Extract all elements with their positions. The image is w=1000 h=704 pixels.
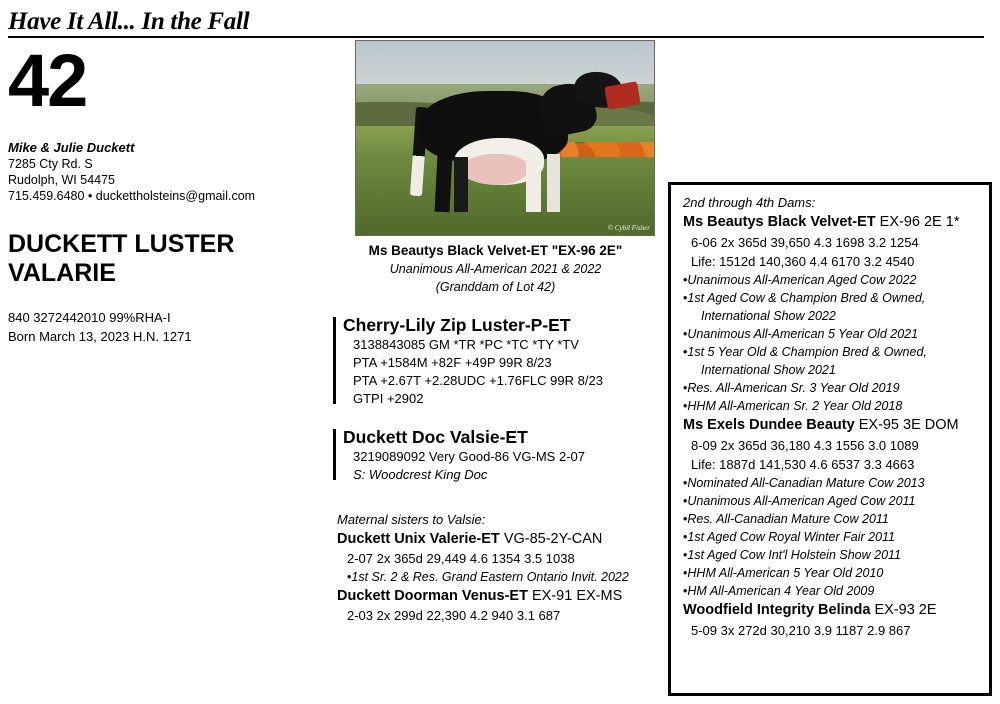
dam-2-note-7 bbox=[683, 379, 979, 397]
left-column bbox=[8, 8, 333, 346]
dam-3-note-7 bbox=[683, 582, 979, 600]
bullet-icon: • bbox=[683, 494, 688, 508]
sire-bracket bbox=[333, 317, 336, 404]
dam-sire: S: Woodcrest King Doc bbox=[353, 467, 488, 482]
animal-birthdate: Born March 13, 2023 H.N. 1271 bbox=[8, 329, 192, 344]
dam-3-note-1-text: Nominated All-Canadian Mature Cow 2013 bbox=[687, 476, 925, 490]
dam-block bbox=[333, 426, 658, 484]
maternal-sister-2 bbox=[337, 586, 658, 625]
dam-2-note-7-text: Res. All-American Sr. 3 Year Old 2019 bbox=[687, 381, 900, 395]
dam-2-note-5-text: 1st 5 Year Old & Champion Bred & Owned, bbox=[687, 345, 927, 359]
bullet-icon: • bbox=[683, 512, 688, 526]
bullet-icon: • bbox=[683, 273, 688, 287]
cow-photograph bbox=[355, 40, 655, 236]
consignor-block bbox=[8, 140, 333, 204]
sister-1-score: VG-85-2Y-CAN bbox=[503, 531, 603, 547]
sire-block bbox=[333, 314, 658, 408]
sire-line-2: PTA +1584M +82F +49P 99R 8/23 bbox=[353, 355, 552, 370]
cow-udder bbox=[463, 154, 529, 185]
photo-subcaption-relation: (Granddam of Lot 42) bbox=[435, 280, 556, 294]
photo-credit: © Cybil Fisher bbox=[607, 224, 650, 232]
dam-3-note-6-text: HHM All-American 5 Year Old 2010 bbox=[687, 566, 884, 580]
cow-rear-leg-right bbox=[454, 157, 467, 211]
dam-3-name: Ms Exels Dundee Beauty bbox=[683, 417, 855, 433]
animal-name-line-1: DUCKETT LUSTER bbox=[8, 230, 235, 258]
dam-2-note-8 bbox=[683, 397, 979, 415]
sister-2-name-row bbox=[337, 586, 658, 606]
dam-entry-2nd bbox=[683, 212, 979, 415]
cow-front-leg-right bbox=[547, 154, 560, 212]
maternal-sister-1 bbox=[337, 529, 658, 586]
sister-2-name: Duckett Doorman Venus-ET bbox=[337, 588, 528, 604]
page-title bbox=[8, 230, 333, 288]
dam-3-record-2: Life: 1887d 141,530 4.6 6537 3.3 4663 bbox=[691, 457, 915, 472]
bullet-icon: • bbox=[683, 381, 688, 395]
animal-identification bbox=[8, 308, 333, 346]
center-column bbox=[333, 40, 658, 625]
dam-2-note-6: International Show 2021 bbox=[701, 363, 836, 377]
dam-bracket bbox=[333, 429, 336, 480]
dam-3-note-1 bbox=[683, 474, 979, 492]
sister-2-record: 2-03 2x 299d 22,390 4.2 940 3.1 687 bbox=[347, 608, 561, 623]
lot-number: 42 bbox=[8, 39, 87, 122]
dam-3-note-7-text: HM All-American 4 Year Old 2009 bbox=[687, 584, 875, 598]
animal-registration: 840 3272442010 99%RHA-I bbox=[8, 310, 171, 325]
dam-2-classification: EX-96 2E 1* bbox=[879, 214, 960, 230]
dam-4-name-row bbox=[683, 600, 979, 621]
dam-2-note-2 bbox=[683, 289, 979, 307]
dam-3-note-4-text: 1st Aged Cow Royal Winter Fair 2011 bbox=[687, 530, 896, 544]
dam-2-note-2-text: 1st Aged Cow & Champion Bred & Owned, bbox=[687, 291, 926, 305]
sister-1-note-text: 1st Sr. 2 & Res. Grand Eastern Ontario Invit. 2022 bbox=[351, 570, 629, 584]
dam-3-note-5 bbox=[683, 546, 979, 564]
dam-2-name-row bbox=[683, 212, 979, 233]
dam-3-note-2 bbox=[683, 492, 979, 510]
bullet-icon: • bbox=[347, 570, 352, 584]
sister-1-record: 2-07 2x 365d 29,449 4.6 1354 3.5 1038 bbox=[347, 551, 575, 566]
sire-line-1: 3138843085 GM *TR *PC *TC *TY *TV bbox=[353, 337, 579, 352]
dam-3-note-2-text: Unanimous All-American Aged Cow 2011 bbox=[687, 494, 916, 508]
bullet-icon: • bbox=[683, 530, 688, 544]
dams-panel bbox=[668, 182, 992, 696]
bullet-icon: • bbox=[683, 327, 688, 341]
sire-line-3: PTA +2.67T +2.28UDC +1.76FLC 99R 8/23 bbox=[353, 373, 603, 388]
bullet-icon: • bbox=[683, 548, 688, 562]
consignor-contact: 715.459.6480 • duckettholsteins@gmail.com bbox=[8, 189, 256, 203]
page-headline: Have It All... In the Fall bbox=[8, 8, 250, 35]
maternal-sisters-block bbox=[333, 510, 658, 625]
cow-front-leg-left bbox=[526, 154, 541, 212]
dam-entry-3rd bbox=[683, 415, 979, 600]
dam-2-note-8-text: HHM All-American Sr. 2 Year Old 2018 bbox=[687, 399, 903, 413]
sister-1-note bbox=[337, 568, 658, 586]
sister-1-name: Duckett Unix Valerie-ET bbox=[337, 531, 500, 547]
sire-name: Cherry-Lily Zip Luster-P-ET bbox=[343, 315, 571, 335]
sister-1-name-row bbox=[337, 529, 658, 549]
bullet-icon: • bbox=[683, 399, 688, 413]
dam-3-name-row bbox=[683, 415, 979, 436]
photo-caption: Ms Beautys Black Velvet-ET "EX-96 2E" bbox=[368, 243, 623, 258]
dam-3-record-1: 8-09 2x 365d 36,180 4.3 1556 3.0 1089 bbox=[691, 438, 919, 453]
dam-3-note-4 bbox=[683, 528, 979, 546]
dam-3-classification: EX-95 3E DOM bbox=[858, 417, 959, 433]
dam-4-classification: EX-93 2E bbox=[874, 602, 937, 618]
dam-name: Duckett Doc Valsie-ET bbox=[343, 427, 528, 447]
consignor-address-2: Rudolph, WI 54475 bbox=[8, 173, 116, 187]
dam-2-record-2: Life: 1512d 140,360 4.4 6170 3.2 4540 bbox=[691, 254, 915, 269]
consignor-address-1: 7285 Cty Rd. S bbox=[8, 157, 93, 171]
dam-4-name: Woodfield Integrity Belinda bbox=[683, 602, 871, 618]
dam-2-note-4 bbox=[683, 325, 979, 343]
photo-subcaption-awards: Unanimous All-American 2021 & 2022 bbox=[389, 262, 602, 276]
bullet-icon: • bbox=[683, 345, 688, 359]
bullet-icon: • bbox=[683, 476, 688, 490]
dam-line-1: 3219089092 Very Good-86 VG-MS 2-07 bbox=[353, 449, 585, 464]
dam-entry-4th bbox=[683, 600, 979, 640]
dam-3-note-5-text: 1st Aged Cow Int'l Holstein Show 2011 bbox=[687, 548, 902, 562]
consignor-name: Mike & Julie Duckett bbox=[8, 140, 135, 155]
dam-3-note-6 bbox=[683, 564, 979, 582]
maternal-sisters-title: Maternal sisters to Valsie: bbox=[337, 512, 486, 527]
bullet-icon: • bbox=[683, 566, 688, 580]
dam-4-record-1: 5-09 3x 272d 30,210 3.9 1187 2.9 867 bbox=[691, 623, 911, 638]
dams-panel-title: 2nd through 4th Dams: bbox=[683, 195, 816, 210]
dam-2-note-1 bbox=[683, 271, 979, 289]
dam-3-note-3-text: Res. All-Canadian Mature Cow 2011 bbox=[687, 512, 889, 526]
bullet-icon: • bbox=[683, 291, 688, 305]
dam-2-record-1: 6-06 2x 365d 39,650 4.3 1698 3.2 1254 bbox=[691, 235, 919, 250]
dam-2-note-3: International Show 2022 bbox=[701, 309, 836, 323]
dam-2-note-4-text: Unanimous All-American 5 Year Old 2021 bbox=[687, 327, 919, 341]
dam-2-name: Ms Beautys Black Velvet-ET bbox=[683, 214, 876, 230]
bullet-icon: • bbox=[683, 584, 688, 598]
sire-line-4: GTPI +2902 bbox=[353, 391, 424, 406]
dam-2-note-5 bbox=[683, 343, 979, 361]
dam-3-note-3 bbox=[683, 510, 979, 528]
sister-2-score: EX-91 EX-MS bbox=[531, 588, 623, 604]
animal-name-line-2: VALARIE bbox=[8, 259, 116, 287]
dam-2-note-1-text: Unanimous All-American Aged Cow 2022 bbox=[687, 273, 917, 287]
